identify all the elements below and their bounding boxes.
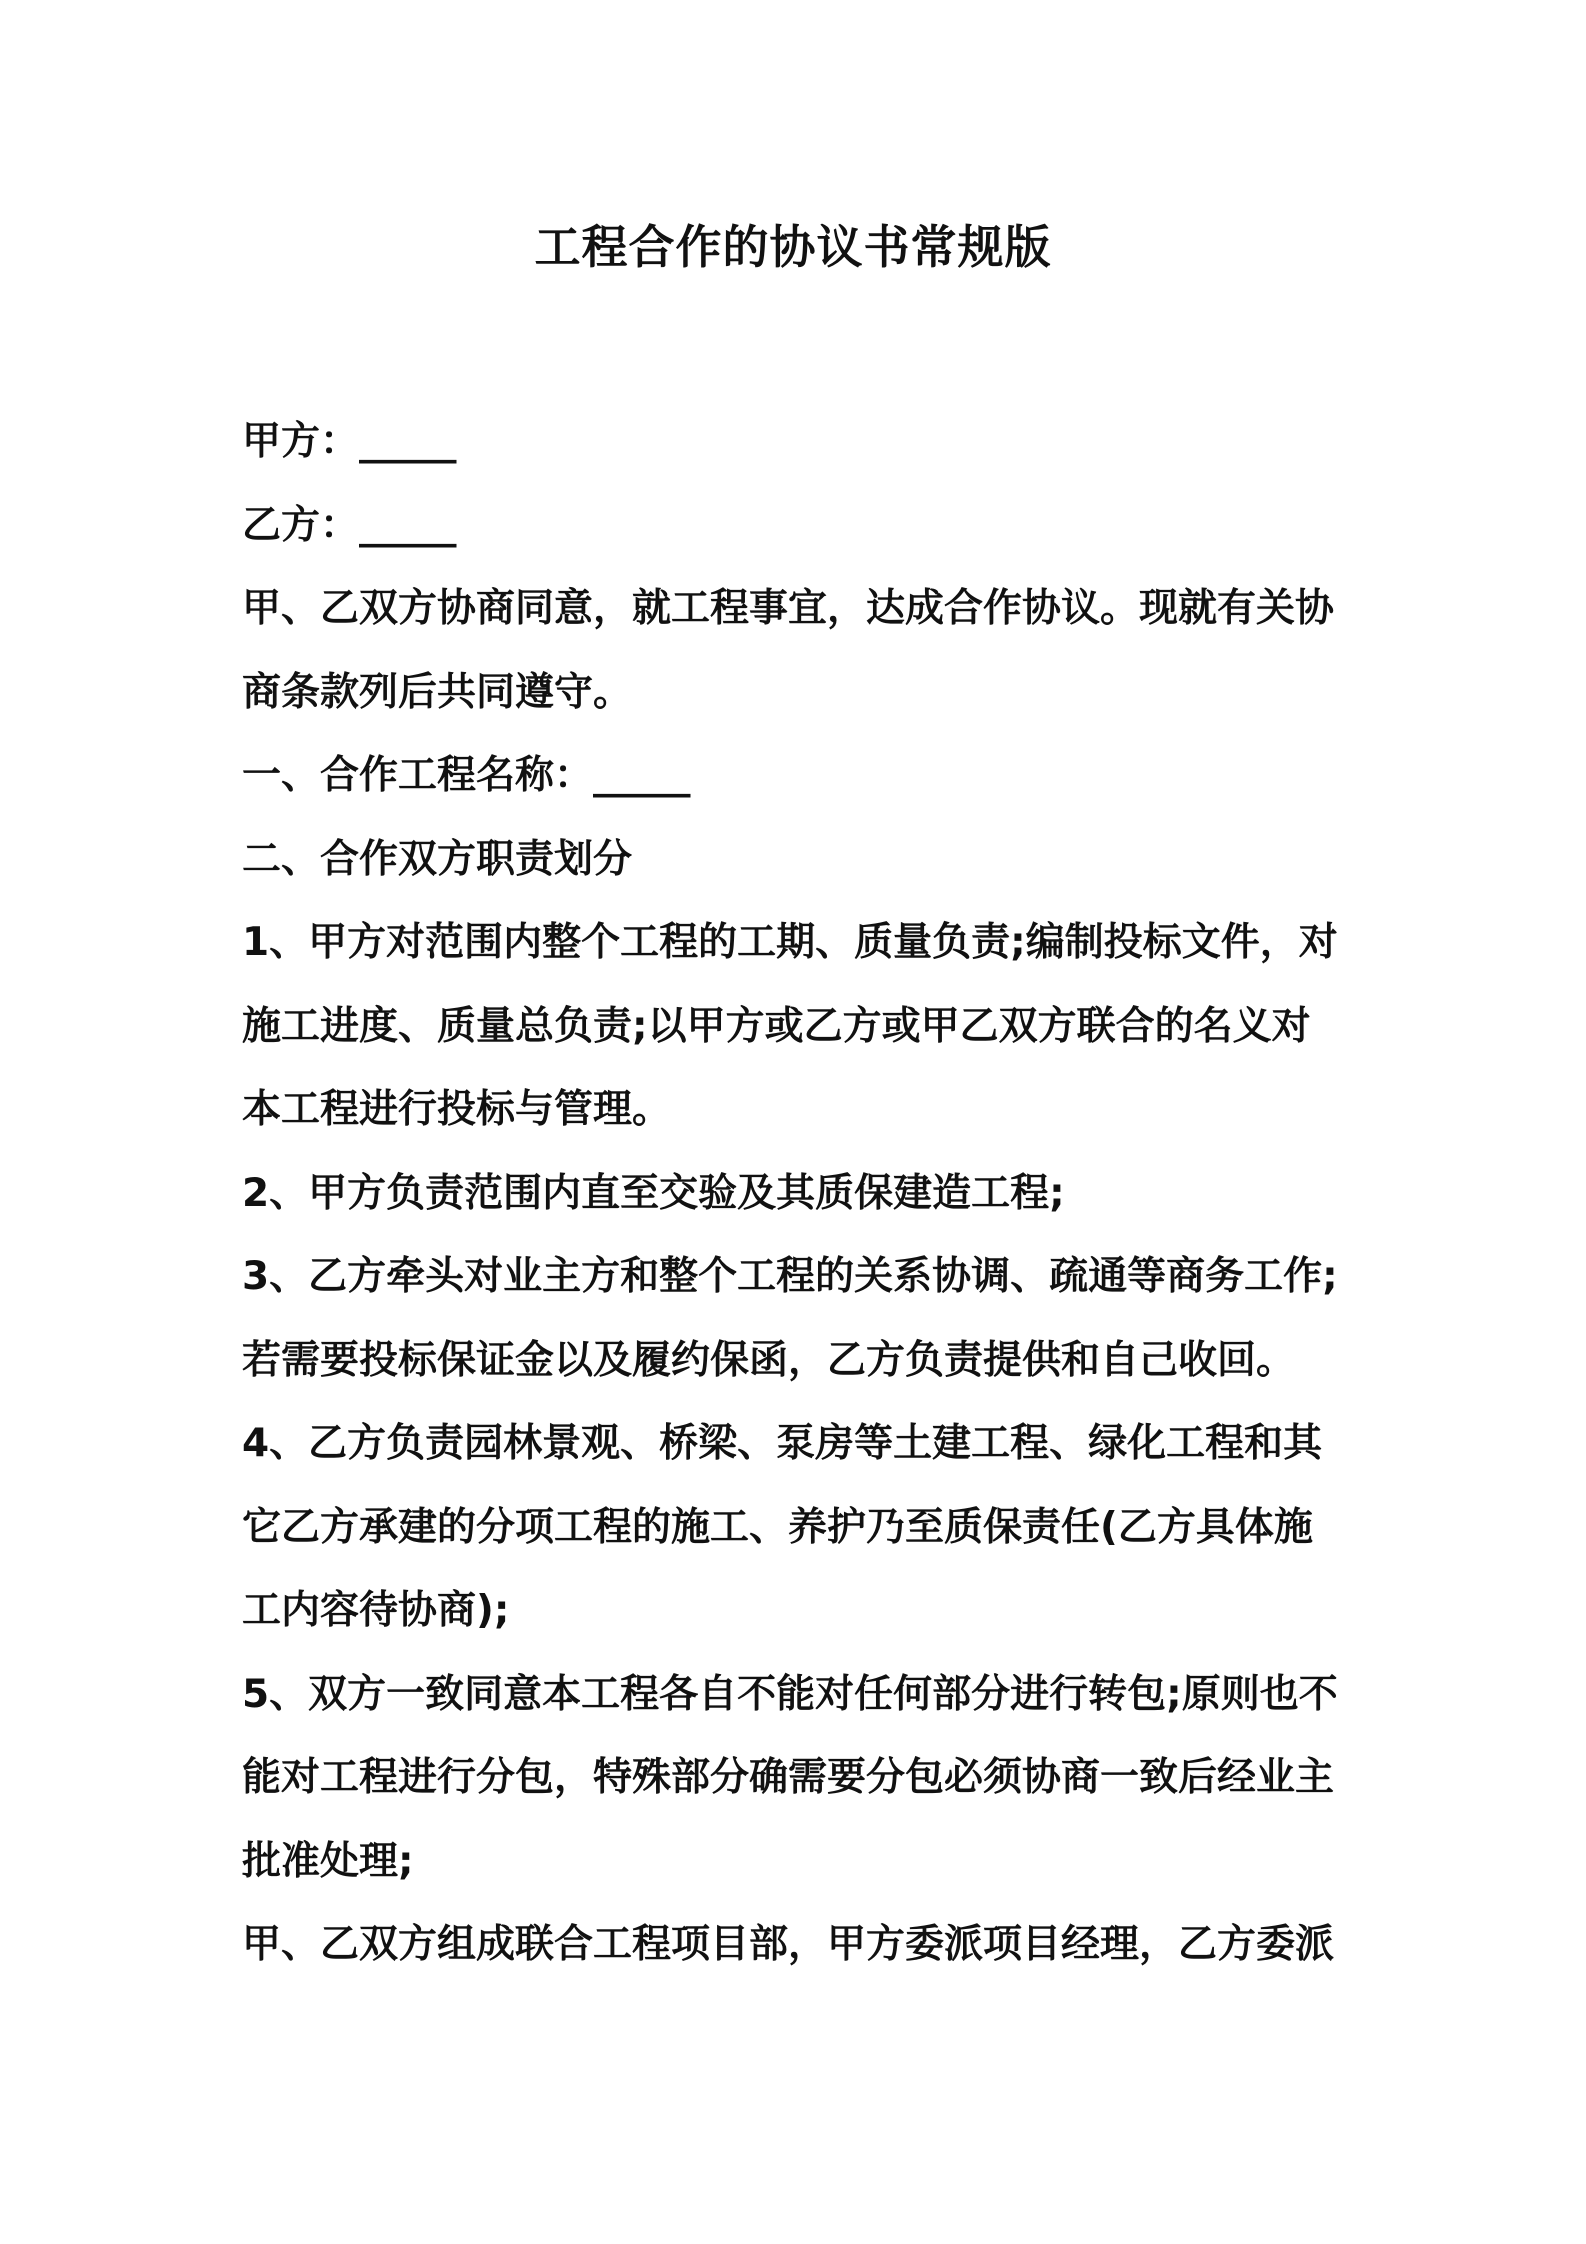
clause-5-line: 能对工程进行分包，特殊部分确需要分包必须协商一致后经业主 [242,1755,1335,1800]
clause-4-line: 工内容待协商); [242,1588,510,1633]
clause-1-line: 本工程进行投标与管理。 [242,1087,672,1132]
clause-1-line: 施工进度、质量总负责;以甲方或乙方或甲乙双方联合的名义对 [242,1003,1311,1049]
clause-4-line: 4、乙方负责园林景观、桥梁、泵房等土建工程、绿化工程和其 [242,1421,1323,1466]
clause-3-line: 3、乙方牵头对业主方和整个工程的关系协调、疏通等商务工作; [242,1254,1338,1299]
intro-paragraph-line: 商条款列后共同遵守。 [242,669,633,715]
party-b-line: 乙方：_____ [242,502,457,548]
intro-paragraph-line: 甲、乙双方协商同意，就工程事宜，达成合作协议。现就有关协 [242,586,1335,631]
clause-5-line: 5、双方一致同意本工程各自不能对任何部分进行转包;原则也不 [242,1671,1338,1717]
clause-3-line: 若需要投标保证金以及履约保函，乙方负责提供和自己收回。 [242,1337,1296,1383]
section-two-heading: 二、合作双方职责划分 [242,836,633,882]
clause-4-line: 它乙方承建的分项工程的施工、养护乃至质保责任(乙方具体施 [242,1504,1313,1550]
section-one-heading: 一、合作工程名称：_____ [242,753,691,798]
clause-1-line: 1、甲方对范围内整个工程的工期、质量负责;编制投标文件，对 [242,920,1338,965]
document-body [242,400,1352,1987]
project-department-line: 甲、乙双方组成联合工程项目部，甲方委派项目经理，乙方委派 [242,1922,1335,1967]
clause-2-line: 2、甲方负责范围内直至交验及其质保建造工程; [242,1170,1065,1216]
party-a-line: 甲方：_____ [242,419,457,464]
clause-5-line: 批准处理; [242,1838,414,1884]
document-title: 工程合作的协议书常规版 [534,220,1052,274]
